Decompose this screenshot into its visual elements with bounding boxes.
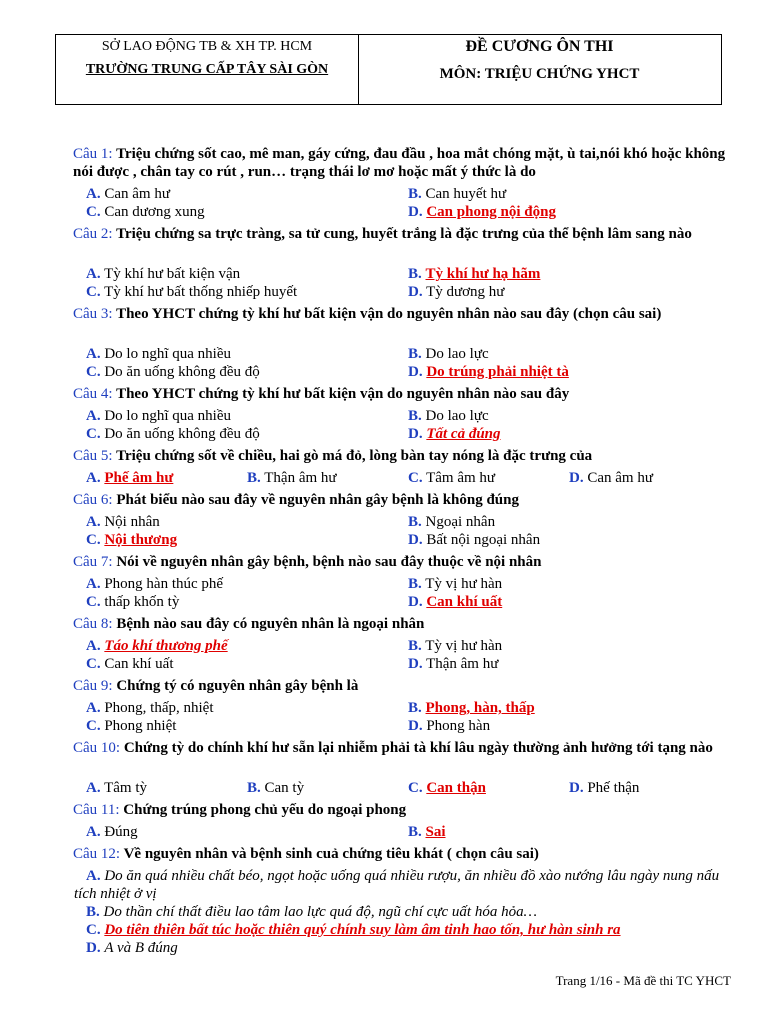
answer-option: [408, 283, 504, 301]
option-text: Nội thương: [104, 532, 178, 548]
question-stem: [73, 385, 733, 403]
option-letter: B.: [247, 470, 261, 486]
option-text: Can khí uất: [104, 656, 174, 672]
answer-option: [86, 575, 223, 593]
option-letter: D.: [408, 718, 423, 734]
option-text: Phong, hàn, thấp: [425, 700, 535, 716]
answer-option-correct: [408, 363, 569, 381]
option-text: Do tiên thiên bất túc hoặc thiên quý chính suy làm âm tinh hao tốn, hư hàn sinh ra: [104, 922, 621, 938]
option-letter: C.: [86, 204, 101, 220]
option-letter: B.: [408, 186, 422, 202]
answer-option: [408, 185, 506, 203]
option-text: Tỳ vị hư hàn: [425, 576, 503, 592]
page-footer: Trang 1/16 - Mã đề thi TC YHCT: [555, 973, 731, 988]
option-text: Tâm tỳ: [104, 780, 147, 796]
option-letter: B.: [408, 514, 422, 530]
option-text: Do thần chí thất điều lao tâm lao lực quá độ, ngũ chí cực uất hóa hỏa…: [103, 904, 537, 920]
option-letter: B.: [247, 780, 261, 796]
question-stem: [73, 447, 733, 465]
exam-subject: MÔN: TRIỆU CHỨNG YHCT: [439, 66, 640, 82]
option-text: Đúng: [104, 824, 138, 840]
option-letter: C.: [86, 594, 101, 610]
option-text: Ngoại nhân: [425, 514, 496, 530]
option-text: Do ăn uống không đều độ: [104, 364, 260, 380]
question-stem: [73, 739, 733, 757]
option-letter: B.: [408, 266, 422, 282]
answer-option: [408, 717, 490, 735]
exam-title: ĐỀ CƯƠNG ÔN THI: [465, 38, 614, 55]
answer-option-correct: [408, 823, 446, 841]
question-stem: [73, 801, 733, 819]
answer-option-correct: [86, 469, 173, 487]
option-letter: B.: [408, 638, 422, 654]
answer-option: [86, 717, 176, 735]
question-text: Theo YHCT chứng tỳ khí hư bất kiện vận do nguyên nhân nào sau đây (chọn câu sai): [112, 306, 662, 322]
question-number: Câu 12:: [73, 846, 121, 862]
option-text: Bất nội ngoại nhân: [426, 532, 541, 548]
answer-option: [86, 407, 231, 425]
option-text: Thận âm hư: [426, 656, 499, 672]
option-letter: D.: [408, 532, 423, 548]
question-stem: [73, 845, 733, 863]
option-letter: C.: [408, 470, 423, 486]
question-number: Câu 1:: [73, 146, 113, 162]
option-letter: A.: [86, 266, 101, 282]
option-text: Can âm hư: [104, 186, 170, 202]
option-text: Do ăn uống không đều độ: [104, 426, 260, 442]
option-text: Phong nhiệt: [104, 718, 177, 734]
option-text: Phong hàn thúc phế: [104, 576, 224, 592]
answer-option: [86, 779, 147, 797]
question-number: Câu 3:: [73, 306, 113, 322]
option-letter: B.: [408, 576, 422, 592]
option-letter: D.: [569, 470, 584, 486]
option-text: Phế âm hư: [104, 470, 174, 486]
option-letter: A.: [86, 868, 101, 884]
option-letter: D.: [86, 940, 101, 956]
question-text: Triệu chứng sốt về chiều, hai gò má đỏ, lòng bàn tay nóng là đặc trưng của: [112, 448, 593, 464]
question-text: Chứng tỳ do chính khí hư sẵn lại nhiễm phải tà khí lâu ngày thường ảnh hưởng tới tạng nào: [120, 740, 713, 756]
option-text: Táo khí thương phế: [104, 638, 228, 654]
option-text: A và B đúng: [104, 940, 178, 956]
option-text: Tỳ khí hư bất kiện vận: [104, 266, 241, 282]
option-letter: D.: [408, 426, 423, 442]
option-text: Nội nhân: [104, 514, 160, 530]
question-stem: [73, 225, 733, 243]
answer-option-correct: [86, 637, 228, 655]
answer-option: [86, 185, 170, 203]
option-text: Tỳ khí hư hạ hãm: [425, 266, 541, 282]
answer-option: [86, 655, 174, 673]
option-letter: C.: [408, 780, 423, 796]
department-name: SỞ LAO ĐỘNG TB & XH TP. HCM: [101, 39, 313, 54]
option-letter: C.: [86, 656, 101, 672]
option-letter: C.: [86, 364, 101, 380]
option-letter: C.: [86, 922, 101, 938]
option-letter: A.: [86, 576, 101, 592]
answer-option-correct: [408, 779, 486, 797]
answer-option: [569, 779, 639, 797]
option-text: Do trúng phải nhiệt tà: [426, 364, 569, 380]
option-letter: D.: [569, 780, 584, 796]
answer-option-correct: [86, 531, 177, 549]
question-number: Câu 2:: [73, 226, 113, 242]
answer-option: [86, 513, 160, 531]
answer-option: [86, 903, 537, 921]
option-letter: C.: [86, 532, 101, 548]
option-letter: D.: [408, 594, 423, 610]
answer-option: [86, 203, 205, 221]
answer-option: [86, 265, 240, 283]
option-text: Do lao lực: [425, 408, 489, 424]
answer-option-correct: [408, 203, 556, 221]
answer-option: [569, 469, 653, 487]
option-text: thấp khốn tỳ: [104, 594, 180, 610]
option-letter: D.: [408, 656, 423, 672]
question-number: Câu 9:: [73, 678, 113, 694]
option-text: Tỳ dương hư: [426, 284, 505, 300]
option-text: Can dương xung: [104, 204, 205, 220]
question-stem: [73, 553, 733, 571]
question-stem: [73, 677, 733, 695]
option-text: Thận âm hư: [264, 470, 337, 486]
option-letter: C.: [86, 284, 101, 300]
option-letter: C.: [86, 426, 101, 442]
question-text: Chứng trúng phong chủ yếu do ngoại phong: [119, 802, 407, 818]
answer-option: [86, 939, 178, 957]
answer-option: [408, 345, 489, 363]
answer-option: [408, 407, 489, 425]
answer-option: [86, 593, 179, 611]
question-text: Phát biểu nào sau đây về nguyên nhân gây bệnh là không đúng: [112, 492, 519, 508]
option-letter: B.: [408, 346, 422, 362]
option-letter: A.: [86, 780, 101, 796]
question-text: Chứng tý có nguyên nhân gây bệnh là: [112, 678, 359, 694]
option-letter: A.: [86, 408, 101, 424]
answer-option: [408, 637, 502, 655]
option-text: Tất cả đúng: [426, 426, 501, 442]
option-letter: A.: [86, 824, 101, 840]
option-letter: A.: [86, 186, 101, 202]
option-text: Phong hàn: [426, 718, 491, 734]
option-text: Can phong nội động: [426, 204, 556, 220]
option-letter: A.: [86, 638, 101, 654]
answer-option: [74, 867, 734, 903]
question-text: Nói về nguyên nhân gây bệnh, bệnh nào sau đây thuộc về nội nhân: [112, 554, 542, 570]
answer-option: [247, 469, 337, 487]
option-text: Can thận: [426, 780, 486, 796]
option-text: Do lao lực: [425, 346, 489, 362]
option-letter: B.: [86, 904, 100, 920]
option-letter: A.: [86, 700, 101, 716]
question-number: Câu 6:: [73, 492, 113, 508]
question-number: Câu 10:: [73, 740, 121, 756]
answer-option: [86, 345, 231, 363]
answer-option: [86, 283, 297, 301]
answer-option: [247, 779, 304, 797]
option-text: Sai: [425, 824, 446, 840]
question-stem: [73, 615, 733, 633]
school-name: TRƯỜNG TRUNG CẤP TÂY SÀI GÒN: [85, 62, 329, 77]
option-letter: A.: [86, 514, 101, 530]
option-letter: A.: [86, 470, 101, 486]
option-letter: D.: [408, 204, 423, 220]
answer-option-correct: [408, 265, 540, 283]
option-letter: B.: [408, 408, 422, 424]
option-text: Do lo nghĩ qua nhiều: [104, 408, 231, 424]
question-stem: [73, 145, 733, 181]
option-text: Tâm âm hư: [426, 470, 496, 486]
option-letter: B.: [408, 700, 422, 716]
question-stem: [73, 491, 733, 509]
option-text: Phong, thấp, nhiệt: [104, 700, 214, 716]
option-text: Tỳ vị hư hàn: [425, 638, 503, 654]
option-letter: D.: [408, 364, 423, 380]
answer-option: [408, 469, 495, 487]
answer-option-correct: [86, 921, 621, 939]
option-text: Tỳ khí hư bất thống nhiếp huyết: [104, 284, 298, 300]
question-number: Câu 11:: [73, 802, 120, 818]
option-text: Do lo nghĩ qua nhiều: [104, 346, 231, 362]
answer-option-correct: [408, 593, 502, 611]
option-text: Can huyết hư: [425, 186, 507, 202]
option-letter: D.: [408, 284, 423, 300]
question-number: Câu 8:: [73, 616, 113, 632]
option-text: Do ăn quá nhiều chất béo, ngọt hoặc uống quá nhiều rượu, ăn nhiều đồ xào nướng lâu ngày nung nấu tích nhiệt ở vị: [74, 868, 720, 902]
option-text: Phế thận: [587, 780, 640, 796]
answer-option: [408, 513, 495, 531]
answer-option: [86, 823, 138, 841]
answer-option: [86, 363, 260, 381]
option-letter: C.: [86, 718, 101, 734]
option-text: Can khí uất: [426, 594, 503, 610]
question-number: Câu 4:: [73, 386, 113, 402]
question-text: Theo YHCT chứng tỳ khí hư bất kiện vận do nguyên nhân nào sau đây: [112, 386, 570, 402]
question-text: Bệnh nào sau đây có nguyên nhân là ngoại nhân: [112, 616, 425, 632]
question-number: Câu 5:: [73, 448, 113, 464]
answer-option: [408, 655, 498, 673]
answer-option: [408, 531, 540, 549]
answer-option: [86, 699, 214, 717]
option-text: Can tỳ: [264, 780, 305, 796]
option-letter: A.: [86, 346, 101, 362]
option-letter: B.: [408, 824, 422, 840]
option-text: Can âm hư: [587, 470, 653, 486]
question-text: Triệu chứng sốt cao, mê man, gáy cứng, đau đầu , hoa mắt chóng mặt, ù tai,nói khó hoặc không nói được , chân tay co rút , run… trạng thái lơ mơ hoặc mất ý thức là do: [73, 146, 726, 180]
answer-option: [86, 425, 260, 443]
question-stem: [73, 305, 733, 323]
answer-option-correct: [408, 699, 535, 717]
question-text: Triệu chứng sa trực tràng, sa tử cung, huyết trắng là đặc trưng của thể bệnh lâm sang nào: [112, 226, 692, 242]
question-text: Về nguyên nhân và bệnh sinh cuả chứng tiêu khát ( chọn câu sai): [120, 846, 539, 862]
question-number: Câu 7:: [73, 554, 113, 570]
answer-option-correct: [408, 425, 501, 443]
answer-option: [408, 575, 502, 593]
